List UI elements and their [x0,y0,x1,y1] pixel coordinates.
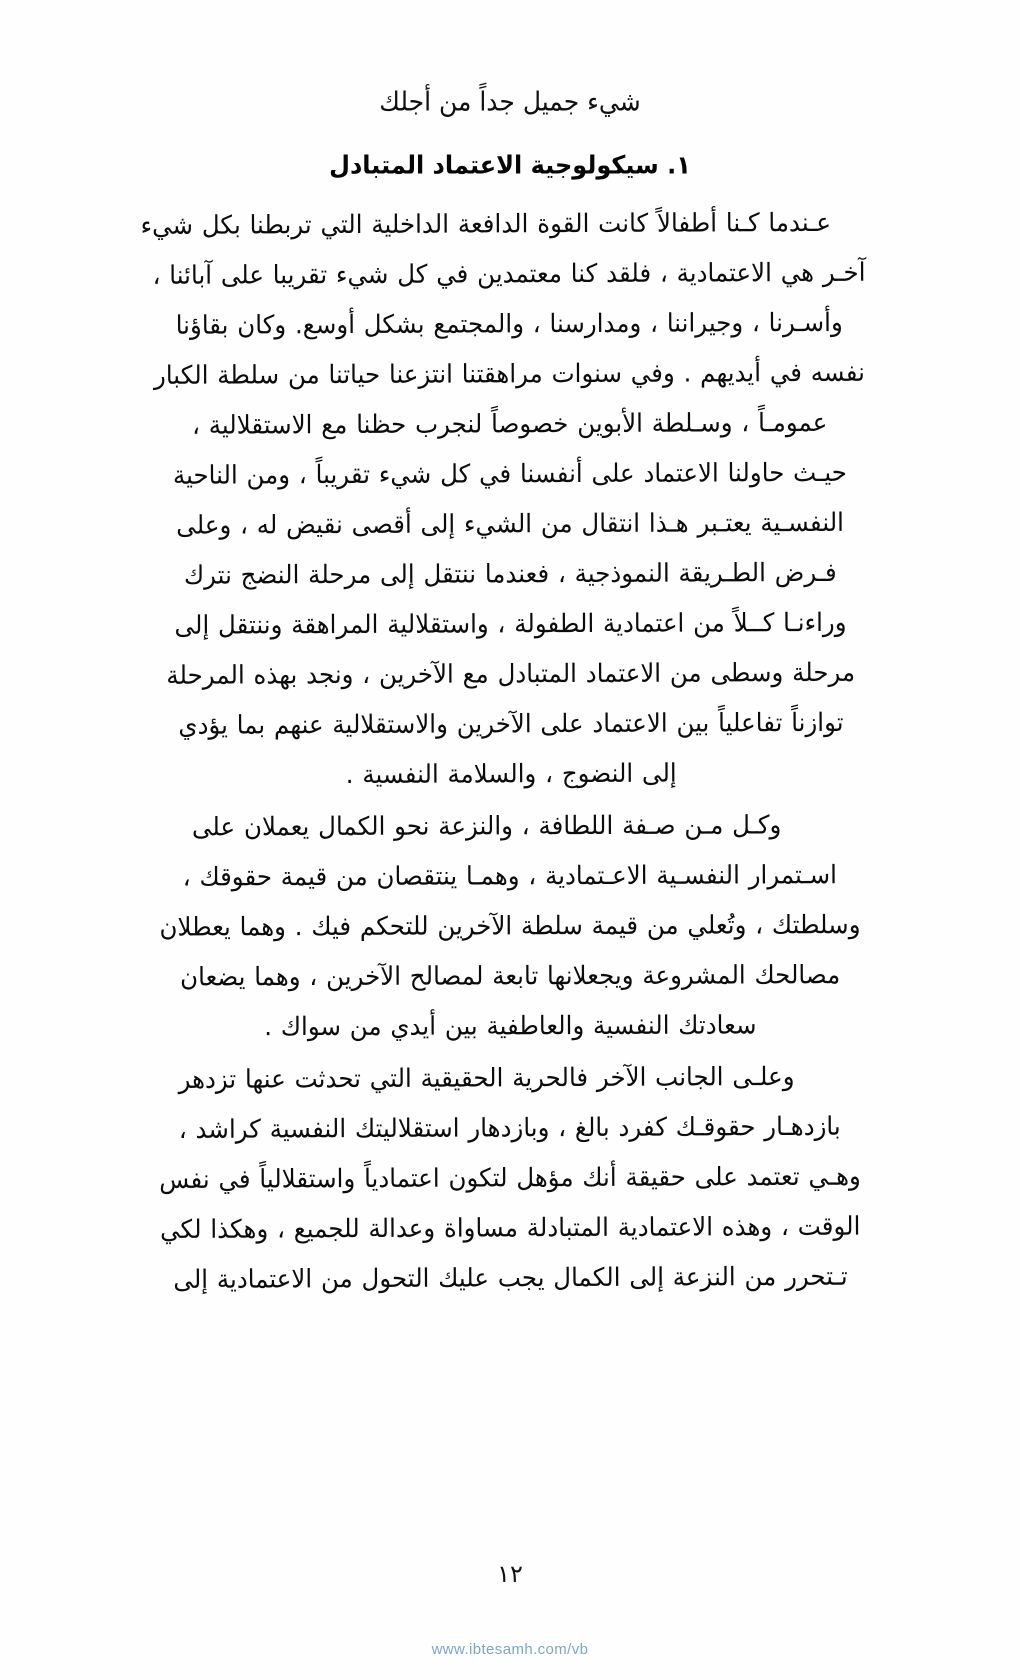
text-line: مصالحك المشروعة ويجعلانها تابعة لمصالح الآخرين ، وهما يضعان [180,959,841,992]
text-line: وراءنـا كــلاً من اعتمادية الطفولة ، واستقلالية المراهقة وننتقل إلى [174,607,847,641]
text-line: وهـي تعتمد على حقيقة أنك مؤهل لتكون اعتمادياً واستقلالياً في نفس [159,1160,861,1195]
text-line: إلى النضوج ، والسلامة النفسية . [345,757,677,790]
text-line: الوقت ، وهذه الاعتمادية المتبادلة مساواة وعدالة للجميع ، وهكذا لكي [160,1210,861,1245]
text-line: نفسه في أيديهم . وفي سنوات مراهقتنا انتزعنا حياتنا من سلطة الكبار [153,357,865,391]
text-line: اسـتمرار النفسـية الاعـتمادية ، وهمـا ينتقصان من قيمة حقوقك ، [182,859,837,892]
page-number: ١٢ [497,1560,523,1588]
text-line: تـتحرر من النزعة إلى الكمال يجب عليك التحول من الاعتمادية إلى [173,1261,848,1295]
body-text [108,199,912,1303]
text-line: توازناً تفاعلياً بين الاعتماد على الآخرين والاستقلالية عنهم بما يؤدي [178,707,844,741]
text-line: النفسـية يعتـبر هـذا انتقال من الشيء إلى أقصى نقيض له ، وعلى [176,507,845,541]
running-header: شيء جميل جداً من أجلك [379,86,641,117]
text-line: آخـر هي الاعتمادية ، فلقد كنا معتمدين في كل شيء تقريبا على آبائنا ، [152,257,866,291]
page-content-area [108,86,912,1640]
paragraph [107,197,914,801]
text-line: وأسـرنا ، وجيراننا ، ومدارسنا ، والمجتمع بشكل أوسع. وكان بقاؤنا [175,307,843,341]
footer-source-url: www.ibtesamh.com/vb [431,1641,589,1658]
text-line: وعلـى الجانب الآخر فالحرية الحقيقية التي تحدثت عنها تزدهر [178,1061,795,1095]
text-line: سعادتك النفسية والعاطفية بين أيدي من سواك . [264,1009,757,1042]
text-line: مرحلة وسطى من الاعتماد المتبادل مع الآخرين ، ونجد بهذه المرحلة [166,657,856,691]
text-line: حيـث حاولنا الاعتماد على أنفسنا في كل شيء تقريباً ، ومن الناحية [172,457,847,491]
text-line: وسلطتك ، وتُعلي من قيمة سلطة الآخرين للتحكم فيك . وهما يعطلان [159,909,861,943]
paragraph [107,1051,912,1305]
text-line: فـرض الطـريقة النموذجية ، فعندما ننتقل إلى مرحلة النضج نترك [183,557,837,591]
text-line: وكـل مـن صـفة اللطافة ، والنزعة نحو الكمال يعملان على [191,809,782,842]
section-heading: ١. سيكولوجية الاعتماد المتبادل [329,150,691,180]
text-line: بازدهـار حقوقـك كفرد بالغ ، وبازدهار استقلاليتك النفسية كراشد ، [178,1111,841,1145]
text-line: عـندما كـنا أطفالاً كانت القوة الدافعة الداخلية التي تربطنا بكل شيء [140,207,832,241]
text-line: عمومـاً ، وسـلطة الأبوين خصوصاً لنجرب حظنا مع الاستقلالية ، [191,407,828,441]
paragraph [108,800,913,1053]
